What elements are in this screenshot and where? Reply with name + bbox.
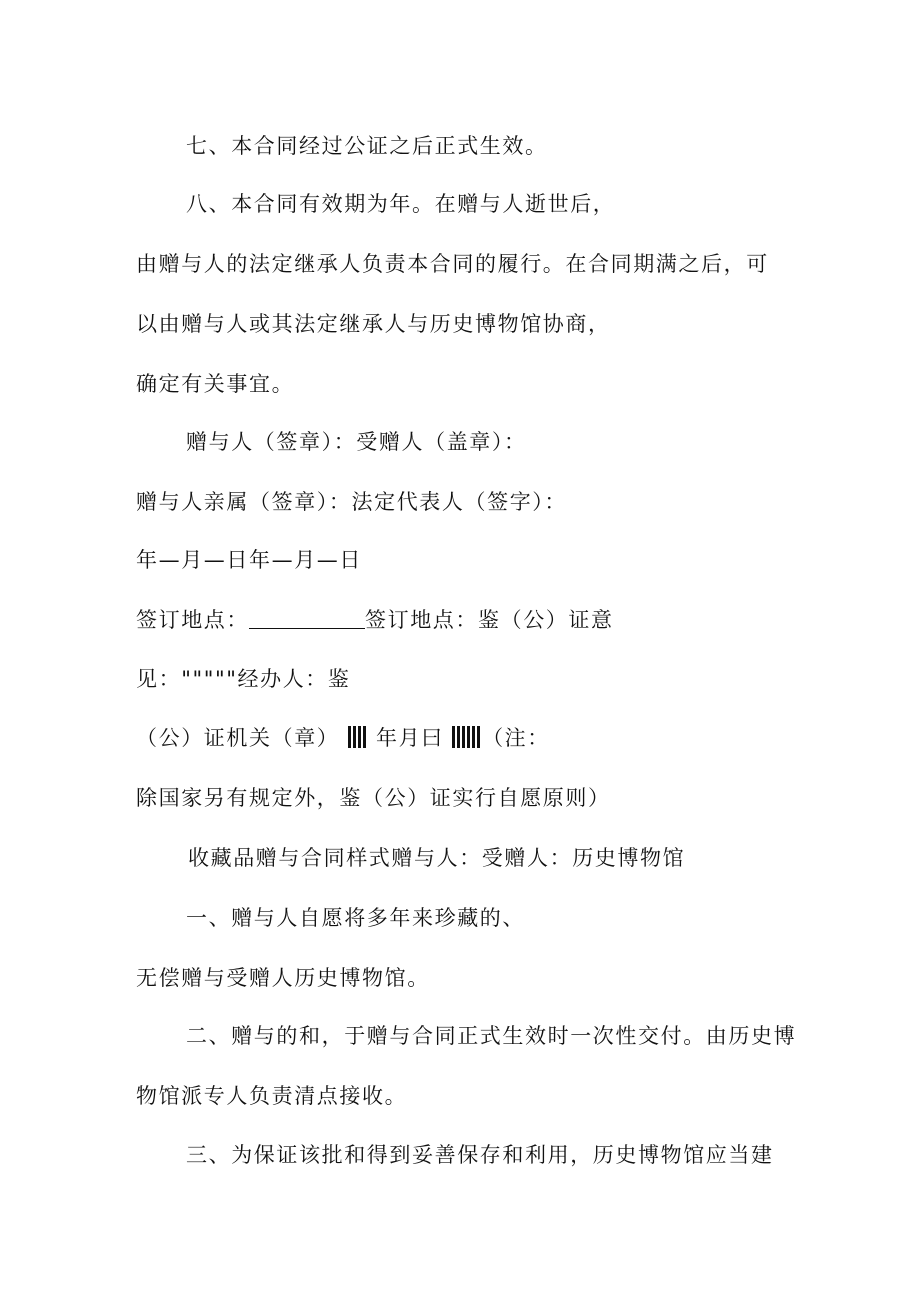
notary-label: （公）证机关（章） — [136, 726, 340, 750]
notary-line — [136, 723, 550, 756]
opinion-line: 见："""""经办人：鉴 — [136, 667, 351, 691]
note-line: 除国家另有规定外，鉴（公）证实行自愿原则） — [136, 786, 611, 810]
clause-7: 七、本合同经过公证之后正式生效。 — [186, 134, 548, 158]
clause-1: 一、赠与人自愿将多年来珍藏的、 — [186, 906, 525, 930]
signature-line-2: 赠与人亲属（签章）：法定代表人（签字）： — [136, 490, 567, 514]
section-title: 收藏品赠与合同样式赠与人：受赠人：历史博物馆 — [188, 846, 686, 870]
date-line: 年—月—日年—月—日 — [136, 548, 362, 572]
date-label: 年月曰 — [375, 726, 444, 750]
location-line — [136, 605, 614, 635]
clause-3: 三、为保证该批和得到妥善保存和利用，历史博物馆应当建 — [186, 1143, 774, 1167]
note-label: （注： — [482, 726, 550, 750]
location-label: 签订地点： — [136, 608, 249, 632]
clause-2: 二、赠与的和，于赠与合同正式生效时一次性交付。由历史博 — [186, 1024, 797, 1048]
clause-8-line-2: 由赠与人的法定继承人负责本合同的履行。在合同期满之后，可 — [136, 252, 769, 276]
clause-2-line-2: 物馆派专人负责清点接收。 — [136, 1084, 408, 1108]
barcode-mark-1 — [348, 726, 368, 756]
location-blank — [249, 608, 365, 629]
clause-8-line-4: 确定有关事宜。 — [136, 372, 295, 396]
clause-1-line-2: 无偿赠与受赠人历史博物馆。 — [136, 966, 430, 990]
barcode-mark-2 — [452, 726, 482, 756]
clause-8: 八、本合同有效期为年。在赠与人逝世后， — [186, 192, 616, 216]
location-label-2: 签订地点：鉴（公）证意 — [365, 608, 614, 632]
signature-line-1: 赠与人（签章）：受赠人（盖章）： — [186, 430, 527, 454]
clause-8-line-3: 以由赠与人或其法定继承人与历史博物馆协商， — [136, 312, 611, 336]
